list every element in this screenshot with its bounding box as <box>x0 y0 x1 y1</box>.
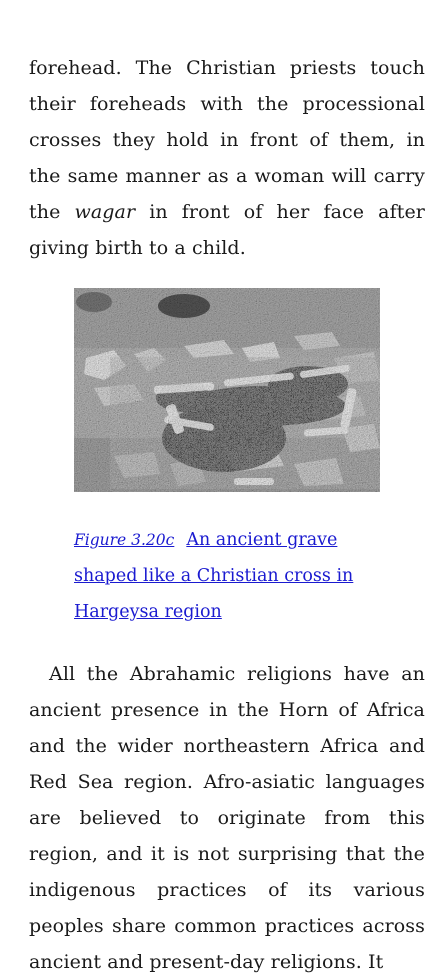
page-content <box>29 50 425 980</box>
figure-caption[interactable] <box>74 522 380 630</box>
figure <box>74 288 380 630</box>
figure-label[interactable]: Figure 3.20c <box>74 531 175 549</box>
paragraph-intro <box>29 50 425 266</box>
paragraph-religions: All the Abrahamic religions have an ancient presence in the Horn of Africa and the wider northeastern Africa and Red Sea region. Afro-asiatic languages are believed to originate from this region, and it is not surprising that the indigenous practices of its various peoples share common practices across ancient and present-day religions. It <box>29 663 425 973</box>
italic-term: wagar <box>74 201 136 223</box>
paragraph-text-end: in front of her face after giving birth to a child. <box>29 201 425 259</box>
figure-caption-text[interactable]: An ancient grave shaped like a Christian cross in Hargeysa region <box>74 530 354 622</box>
grave-photo <box>74 288 380 492</box>
paragraph-text-start: forehead. The Christian priests touch their foreheads with the processional crosses they hold in front of them, in the same manner as a woman will carry the <box>29 57 425 223</box>
